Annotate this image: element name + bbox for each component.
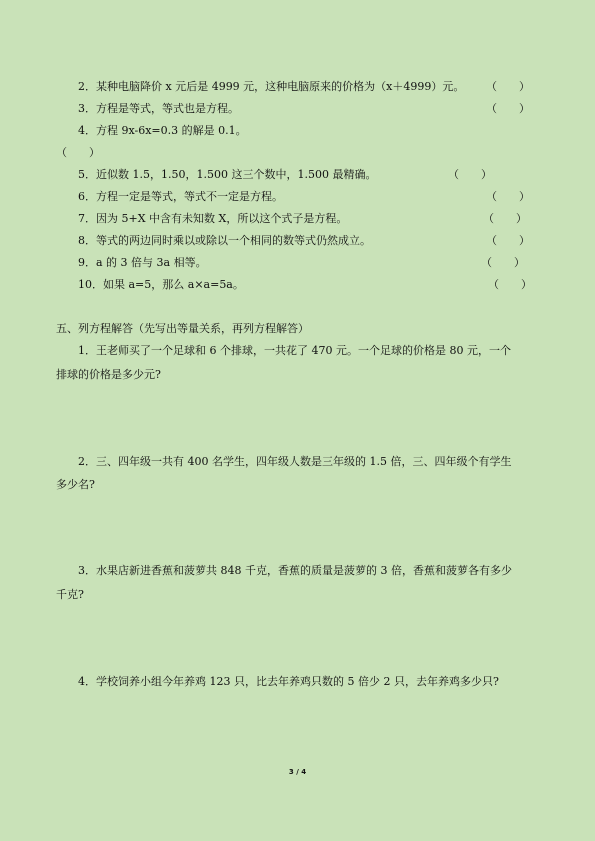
question-4-text: 4．方程 9x-6x=0.3 的解是 0.1。	[78, 124, 247, 137]
question-10-text: 10．如果 a=5，那么 a×a=5a。	[78, 278, 244, 291]
question-9-answer-blank[interactable]: （ ）	[481, 256, 525, 269]
question-6-answer-blank[interactable]: （ ）	[486, 190, 530, 203]
question-5-answer-blank[interactable]: （ ）	[448, 168, 492, 181]
question-3-answer-blank[interactable]: （ ）	[486, 102, 530, 115]
question-2-text: 2．某种电脑降价 x 元后是 4999 元，这种电脑原来的价格为（x＋4999）元。	[78, 80, 465, 93]
word-problem-3-line-1: 3．水果店新进香蕉和菠萝共 848 千克，香蕉的质量是菠萝的 3 倍，香蕉和菠萝各有多少	[78, 564, 512, 577]
question-7-text: 7．因为 5+X 中含有未知数 X，所以这个式子是方程。	[78, 212, 348, 225]
question-4-answer-blank[interactable]: （ ）	[56, 146, 100, 159]
section-5-heading: 五、列方程解答（先写出等量关系，再列方程解答）	[56, 322, 309, 335]
question-3-text: 3．方程是等式，等式也是方程。	[78, 102, 239, 115]
question-2-answer-blank[interactable]: （ ）	[486, 80, 530, 93]
page-number: 3 / 4	[288, 768, 307, 776]
word-problem-2-line-1: 2．三、四年级一共有 400 名学生，四年级人数是三年级的 1.5 倍，三、四年级个有学生	[78, 455, 512, 468]
question-6-text: 6．方程一定是等式，等式不一定是方程。	[78, 190, 283, 203]
word-problem-2-line-2: 多少名?	[56, 478, 95, 491]
word-problem-1-line-1: 1．王老师买了一个足球和 6 个排球，一共花了 470 元。一个足球的价格是 80 元，一个	[78, 344, 511, 357]
word-problem-3-line-2: 千克?	[56, 588, 84, 601]
word-problem-1-line-2: 排球的价格是多少元?	[56, 368, 161, 381]
word-problem-4-line-1: 4．学校饲养小组今年养鸡 123 只，比去年养鸡只数的 5 倍少 2 只，去年养鸡多少只?	[78, 675, 499, 688]
question-7-answer-blank[interactable]: （ ）	[483, 212, 527, 225]
question-10-answer-blank[interactable]: （ ）	[488, 278, 532, 291]
question-8-answer-blank[interactable]: （ ）	[486, 234, 530, 247]
question-5-text: 5．近似数 1.5，1.50，1.500 这三个数中，1.500 最精确。	[78, 168, 377, 181]
question-8-text: 8．等式的两边同时乘以或除以一个相同的数等式仍然成立。	[78, 234, 371, 247]
question-9-text: 9．a 的 3 倍与 3a 相等。	[78, 256, 207, 269]
